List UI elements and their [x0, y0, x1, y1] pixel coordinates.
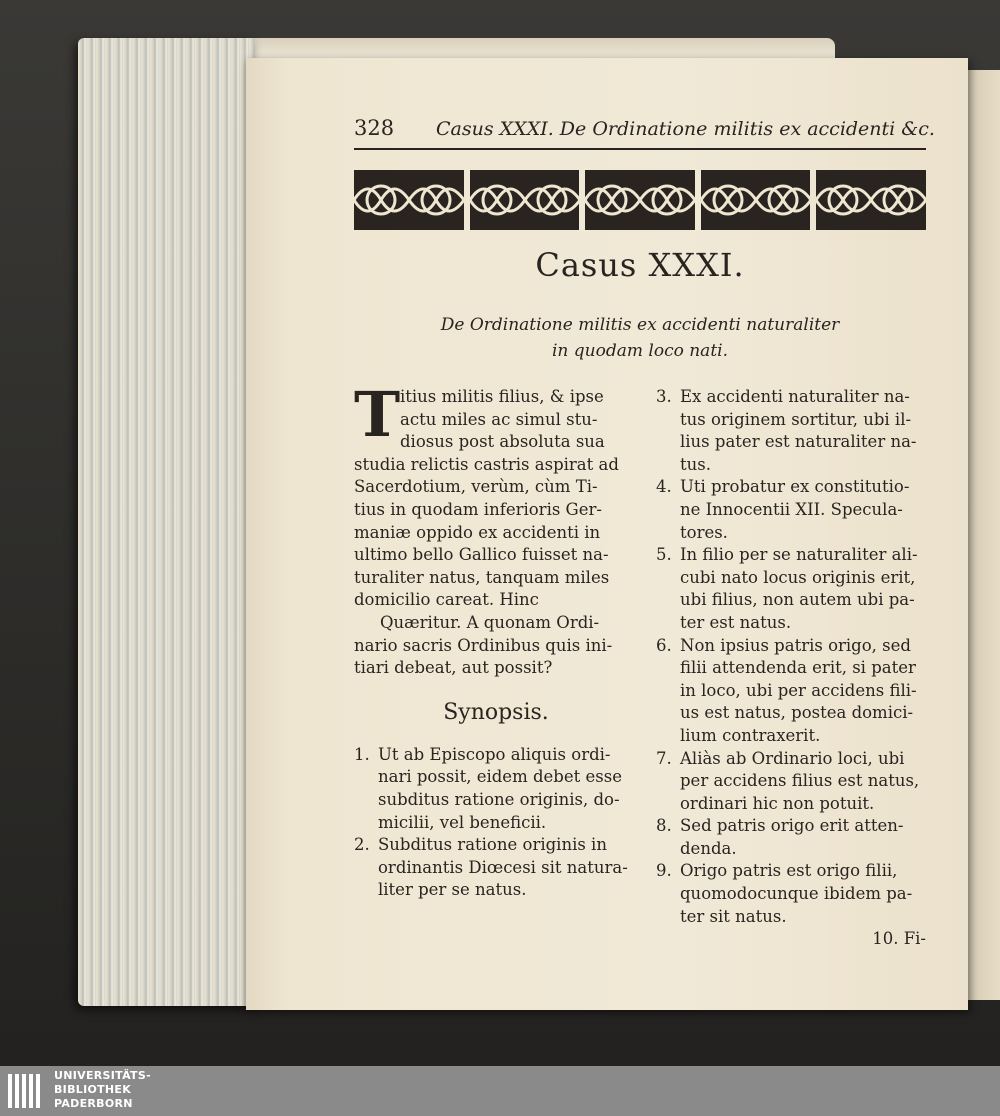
text-line: cubi nato locus originis erit,: [680, 567, 916, 587]
text-line: Subditus ratione originis in: [378, 835, 607, 855]
item-number: 9.: [656, 861, 672, 881]
subtitle-line: De Ordinatione militis ex accidenti naturaliter: [440, 315, 840, 335]
library-footer-bar: [0, 1066, 1000, 1116]
catchword: 10. Fi-: [872, 929, 926, 949]
item-number: 5.: [656, 545, 672, 565]
ornament-block-2: [470, 170, 580, 230]
item-number: 3.: [656, 387, 672, 406]
left-column: [354, 378, 638, 902]
text-line: itius militis filius, & ipse: [400, 387, 604, 406]
text-line: tiari debeat, aut possit?: [354, 658, 553, 678]
text-line: tus originem sortitur, ubi il-: [680, 409, 912, 429]
text-line: per accidens filius est natus,: [680, 771, 920, 791]
text-line: denda.: [680, 838, 737, 858]
synopsis-item: [656, 544, 932, 634]
ornament-block-4: [701, 170, 811, 230]
text-line: Non ipsius patris origo, sed: [680, 635, 911, 655]
text-line: In filio per se naturaliter ali-: [680, 545, 918, 565]
text-line: us est natus, postea domici-: [680, 703, 914, 723]
library-logo-icon: [6, 1070, 48, 1112]
library-name-line: PADERBORN: [54, 1097, 133, 1110]
right-column: [656, 386, 932, 951]
drop-cap-letter: T: [354, 378, 401, 451]
text-line: ordinari hic non potuit.: [680, 793, 875, 813]
text-line: ubi filius, non autem ubi pa-: [680, 590, 915, 610]
ornament-block-1: [354, 170, 464, 230]
text-line: Uti probatur ex constitutio-: [680, 477, 910, 497]
text-line: tores.: [680, 522, 728, 542]
ornament-block-5: [816, 170, 926, 230]
text-line: ter est natus.: [680, 612, 792, 632]
text-line: maniæ oppido ex accidenti in: [354, 522, 601, 542]
subtitle-line: in quodam loco nati.: [552, 341, 728, 361]
text-line: actu miles ac simul stu-: [400, 409, 598, 429]
question-paragraph: [354, 612, 638, 680]
synopsis-heading: Synopsis.: [443, 699, 549, 725]
text-line: in loco, ubi per accidens fili-: [680, 680, 917, 700]
synopsis-item: [354, 834, 638, 902]
text-line: tius in quodam inferioris Ger-: [354, 499, 602, 519]
item-number: 2.: [354, 835, 370, 855]
synopsis-item: [656, 815, 932, 860]
item-number: 1.: [354, 744, 370, 764]
library-name-line: UNIVERSITÄTS-: [54, 1069, 151, 1082]
synopsis-item: [656, 476, 932, 544]
item-number: 8.: [656, 816, 672, 836]
decorative-headpiece: [354, 170, 926, 230]
synopsis-item: [656, 748, 932, 816]
text-line: Sacerdotium, verùm, cùm Ti-: [354, 477, 598, 497]
library-name: [54, 1069, 151, 1111]
text-line: Aliàs ab Ordinario loci, ubi: [680, 748, 905, 768]
text-line: Sed patris origo erit atten-: [680, 816, 904, 836]
item-number: 4.: [656, 477, 672, 497]
text-line: turaliter natus, tanquam miles: [354, 567, 610, 587]
text-line: filii attendenda erit, si pater: [680, 658, 916, 678]
text-line: Quæritur. A quonam Ordi-: [380, 612, 600, 632]
text-line: diosus post absoluta sua: [400, 432, 605, 452]
text-line: ter sit natus.: [680, 906, 787, 926]
text-line: micilii, vel beneficii.: [378, 812, 547, 832]
page-number: 328: [354, 116, 395, 140]
text-line: nari possit, eidem debet esse: [378, 767, 622, 787]
text-line: Origo patris est origo filii,: [680, 861, 898, 881]
synopsis-item: [656, 386, 932, 476]
synopsis-item: [656, 860, 932, 928]
text-line: ne Innocentii XII. Specula-: [680, 499, 903, 519]
running-header: [354, 112, 935, 150]
text-line: tus.: [680, 454, 711, 474]
running-head-title: Casus XXXI. De Ordinatione militis ex accidenti &c.: [436, 118, 935, 140]
library-name-line: BIBLIOTHEK: [54, 1083, 132, 1096]
ornament-block-3: [585, 170, 695, 230]
text-line: studia relictis castris aspirat ad: [354, 454, 619, 474]
case-subtitle: [354, 312, 926, 364]
synopsis-item: [656, 635, 932, 748]
text-line: subditus ratione originis, do-: [378, 789, 620, 809]
item-number: 6.: [656, 635, 672, 655]
text-line: Ut ab Episcopo aliquis ordi-: [378, 744, 611, 764]
text-line: lium contraxerit.: [680, 725, 821, 745]
text-line: quomodocunque ibidem pa-: [680, 884, 913, 904]
text-line: ultimo bello Gallico fuisset na-: [354, 545, 609, 565]
synopsis-item: [354, 744, 638, 834]
text-line: Ex accidenti naturaliter na-: [680, 387, 910, 406]
text-line: lius pater est naturaliter na-: [680, 432, 917, 452]
item-number: 7.: [656, 748, 672, 768]
text-line: ordinantis Diœcesi sit natura-: [378, 857, 628, 877]
case-title: Casus XXXI.: [535, 246, 745, 284]
text-line: liter per se natus.: [378, 880, 527, 900]
text-line: nario sacris Ordinibus quis ini-: [354, 635, 613, 655]
text-line: domicilio careat. Hinc: [354, 590, 539, 610]
opening-paragraph: [354, 378, 638, 612]
book-page-edges: [78, 38, 254, 1006]
